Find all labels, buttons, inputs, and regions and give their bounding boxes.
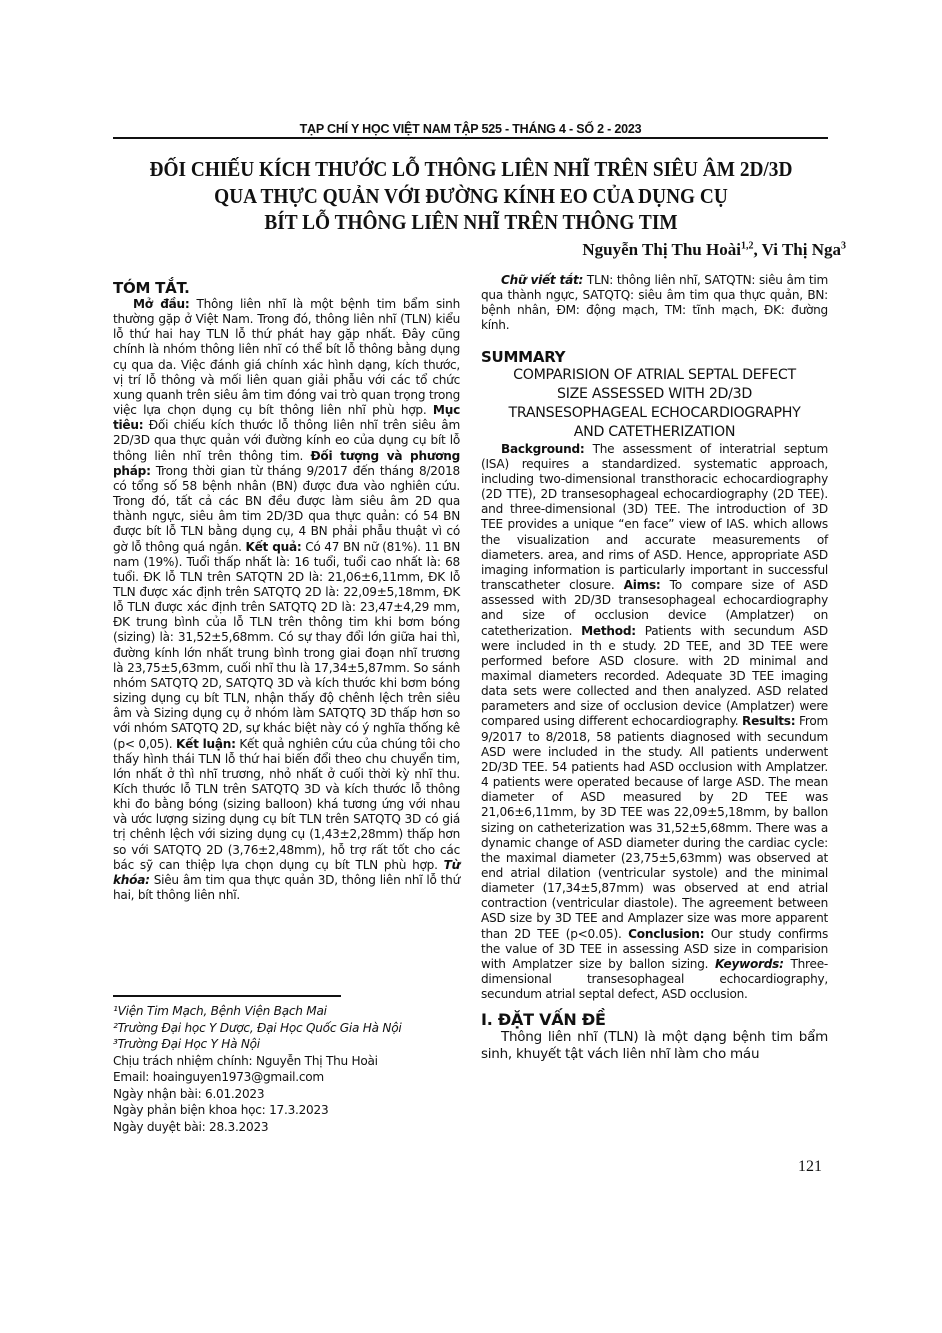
- affiliation: ³Trường Đại Học Y Hà Nội: [113, 1037, 260, 1051]
- abstract-text: Kết quả nghiên cứu của chúng tôi cho thấy hình thái TLN lỗ thứ hai biến đổi theo chu chuyển tim, lớn nhất ở thì nhĩ trương, nhỏ nhất ở cuối thời kỳ nhĩ thu. Kích thước lỗ TLN trên SATQTQ 3D và kích thước lỗ thông khi đo bằng bóng (sizing balloon) khá tương ứng với nhau và ước lượng sizing dụng cụ bít TLN trên SATQTQ 3D có giá trị chênh lệch với sizing dụng cụ (1,43±2,28mm) thấp hơn so với SATQTQ 2D (3,76±2,48mm), hỗ trợ rất tốt cho các bác sỹ can thiệp lựa chọn dụng cụ bít TLN phù hợp.: [113, 736, 460, 872]
- summary-body: To compare size of ASD assessed with 2D/3D transesophageal echocardiography and size of occlusion device (Amplatzer) on catetherization.: [481, 578, 828, 638]
- email: Email: hoainguyen1973@gmail.com: [113, 1070, 324, 1084]
- label-conclusion: Kết luận:: [176, 736, 236, 751]
- keywords-text: Siêu âm tim qua thực quản 3D, thông liên nhĩ lỗ thứ hai, bít thông liên nhĩ.: [113, 872, 460, 903]
- right-column: [481, 273, 828, 1063]
- summary-title: [477, 366, 832, 442]
- label-background: Background:: [501, 441, 585, 456]
- abstract-text: Trong thời gian từ tháng 9/2017 đến tháng 8/2018 có tổng số 58 bệnh nhân (BN) được đưa vào nghiên cứu. Trong đó, tất cả các BN đều được làm siêu âm 2D qua thành ngực, siêu âm tim 2D/3D qua thực quản: có 54 BN được bít lỗ TLN bằng dụng cụ, 4 BN phải phẫu thuật vì có gờ lỗ thông quá ngắn.: [113, 463, 460, 554]
- abbreviations: [481, 273, 828, 334]
- abstract-text: Thông liên nhĩ là một bệnh tim bẩm sinh thường gặp ở Việt Nam. Trong đó, thông liên nhĩ (TLN) kiểu lỗ thứ hai hay TLN lỗ thứ phát hay gặp nhất. Đây cũng chính là nhóm thông liên nhĩ có thể bít lỗ thông bằng dụng cụ qua da. Việc đánh giá chính xác hình dạng, kích thước, vị trí lỗ thông và mối liên quan giải phẫu với các tổ chức xung quanh trên siêu âm tim đóng vai trò quan trọng trong việc lựa chọn dụng cụ bít thông liên nhĩ phù hợp.: [113, 297, 460, 418]
- label-method: Method:: [581, 623, 636, 638]
- abstract-text: Có 47 BN nữ (81%). 11 BN nam (19%). Tuổi thấp nhất là: 16 tuổi, tuổi cao nhất là: 68 tuổi. ĐK lỗ TLN trên SATQTN 2D là: 21,06±6,11mm, ĐK lỗ TLN được xác định trên SATQTQ 2D là: 22,09±5,18mm, ĐK lỗ TLN được xác định trên SATQTQ 2D là: 23,47±4,29 mm, ĐK trung bình của lỗ TLN trên thông tim khi bơm bóng (sizing) là: 31,52±5,68mm. Có sự thay đổi lớn giữa hai thì, đường kính lớn nhất trung bình trong giai đoạn nhĩ trương là 23,75±5,63mm, cuối nhĩ thu là 17,34±5,87mm. So sánh nhóm SATQTQ 2D, SATQTQ 3D và kích thước khi bơm bóng sizing dụng cụ bít TLN, nhận thấy độ chênh lệch trên siêu âm và Sizing dụng cụ ở nhóm làm SATQTQ 3D thấp hơn so với nhóm SATQTQ 2D, sự khác biệt này có ý nghĩa thống kê (p< 0,05).: [113, 539, 460, 751]
- author-affiliation-mark: 1,2: [740, 240, 754, 252]
- summary-title-line: TRANSESOPHAGEAL ECHOCARDIOGRAPHY: [508, 404, 801, 421]
- label-results: Kết quả:: [245, 539, 302, 554]
- left-column: [113, 279, 460, 903]
- page-number: 121: [798, 1158, 822, 1175]
- author-name: Vi Thị Nga: [761, 240, 841, 259]
- summary-title-line: COMPARISION OF ATRIAL SEPTAL DEFECT: [513, 366, 796, 383]
- abstract-vi: [113, 297, 460, 903]
- label-keywords: Keywords:: [715, 956, 784, 971]
- title-line: ĐỐI CHIẾU KÍCH THƯỚC LỖ THÔNG LIÊN NHĨ TRÊN SIÊU ÂM 2D/3D: [149, 157, 793, 181]
- summary-heading: SUMMARY: [481, 347, 566, 366]
- label-keywords: Từ khóa:: [113, 857, 460, 887]
- label-objective: Mục tiêu:: [113, 403, 460, 433]
- date-received: Ngày nhận bài: 6.01.2023: [113, 1086, 265, 1101]
- date-accepted: Ngày duyệt bài: 28.3.2023: [113, 1119, 269, 1134]
- affiliation: ²Trường Đại học Y Dược, Đại Học Quốc Gia Hà Nội: [113, 1020, 402, 1035]
- abbreviations-text: TLN: thông liên nhĩ, SATQTN: siêu âm tim qua thành ngực, SATQTQ: siêu âm tim qua thực quản, BN: bệnh nhân, ĐM: động mạch, TM: tĩnh mạch, ĐK: đường kính.: [481, 273, 828, 333]
- label-methods: Đối tượng và phương pháp:: [113, 448, 460, 478]
- footnote-rule: [113, 995, 341, 997]
- summary-text: [481, 442, 828, 1003]
- label-aims: Aims:: [623, 578, 661, 593]
- keywords-text: Three-dimensional transesophageal echocardiography, secundum atrial septal defect, ASD occlusion.: [481, 956, 828, 1002]
- affiliation: ¹Viện Tim Mạch, Bệnh Viện Bạch Mai: [113, 1004, 327, 1018]
- running-header: TẠP CHÍ Y HỌC VIỆT NAM TẬP 525 - THÁNG 4 - SỐ 2 - 2023: [299, 122, 642, 136]
- header-rule: [113, 137, 828, 139]
- section-heading: I. ĐẶT VẤN ĐỀ: [481, 1010, 606, 1030]
- footnotes: [113, 1003, 463, 1135]
- summary-body: From 9/2017 to 8/2018, 58 patients diagnosed with secundum ASD were included in the study. All patients underwent 2D/3D TEE. 54 patients had ASD occlusion with Amplatzer. 4 patients were operated because of large ASD. The mean diameter of ASD measured by 2D TEE was 21,06±6,11mm, by 3D TEE was 22,09±5,18mm, by ballon sizing on catheterization was 31,52±5,68mm. There was a dynamic change of ASD diameter during the cardiac cycle: the maximal diameter (23,75±5,63mm) was observed at end atrial dilation (ventricular systole) and the minimal diameter (17,34±5,87mm) was observed at end atrial contraction (ventricular diastole). The agreement between ASD size by 3D TEE and Amplazer size was more apparent than 2D TEE (p<0.05).: [481, 714, 828, 941]
- summary-body: Patients with secundum ASD were included in th e study. 2D TEE, and 3D TEE were performed before ASD closure. with 2D minimal and maximal diameters recorded. Adequate 3D TEE imaging data sets were collected and then analyzed. ASD related parameters and size of occlusion device (Amplatzer) were compared using different echocardiography.: [481, 623, 828, 729]
- summary-body: Our study confirms the value of 3D TEE in assessing ASD size in comparision with Amplatzer size by ballon sizing.: [481, 926, 828, 971]
- title-line: QUA THỰC QUẢN VỚI ĐƯỜNG KÍNH EO CỦA DỤNG CỤ: [214, 183, 728, 208]
- title-line: BÍT LỖ THÔNG LIÊN NHĨ TRÊN THÔNG TIM: [264, 210, 678, 234]
- label-conclusion: Conclusion:: [628, 926, 705, 941]
- label-background: Mở đầu:: [133, 297, 190, 311]
- summary-title-line: AND CATETHERIZATION: [573, 423, 736, 440]
- summary-body: The assessment of interatrial septum (ISA) requires a standardized. systematic approach, including two-dimensional transthoracic echocardiography (2D TTE), 2D transesophageal echocardiography (2D TEE). and three-dimensional (3D) TEE. The introduction of 3D TEE provides a unique “en face” view of IAS. which allows the visualization and accurate measurements of diameters. area, and rims of ASD. Hence, appropriate ASD imaging information is particularly important in successful transcatheter closure.: [481, 441, 828, 593]
- author-separator: ,: [753, 240, 762, 259]
- author-list: [582, 240, 846, 260]
- author-name: Nguyễn Thị Thu Hoài: [582, 240, 741, 259]
- label-results: Results:: [742, 714, 796, 729]
- author-affiliation-mark: 3: [841, 240, 846, 252]
- abstract-heading: TÓM TẮT.: [113, 279, 190, 297]
- corresponding-author: Chịu trách nhiệm chính: Nguyễn Thị Thu Hoài: [113, 1053, 378, 1068]
- section-paragraph: Thông liên nhĩ (TLN) là một dạng bệnh tim bẩm sinh, khuyết tật vách liên nhĩ làm cho máu: [481, 1029, 828, 1063]
- abstract-text: Đối chiếu kích thước lỗ thông liên nhĩ trên siêu âm 2D/3D qua thực quản với đường kính eo của dụng cụ bít lỗ thông liên nhĩ trên thông tim.: [113, 418, 460, 463]
- summary-title-line: SIZE ASSESSED WITH 2D/3D: [556, 385, 752, 402]
- article-title: [130, 156, 813, 236]
- date-reviewed: Ngày phản biện khoa học: 17.3.2023: [113, 1103, 329, 1117]
- abbreviations-label: Chữ viết tắt:: [501, 273, 584, 287]
